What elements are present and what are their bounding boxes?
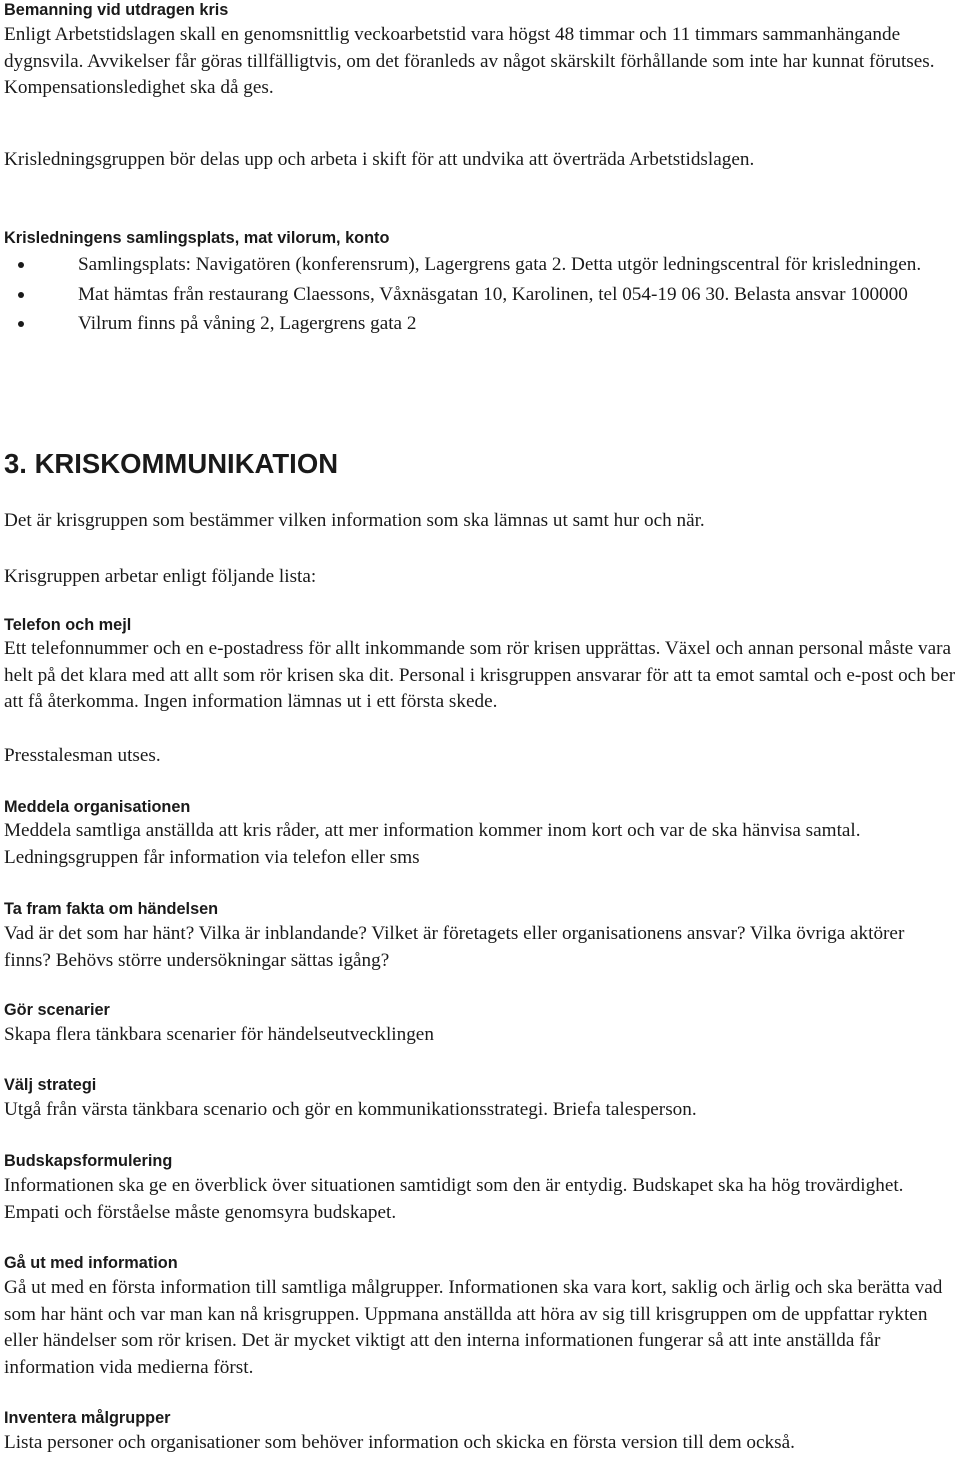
subheading-ga-ut-med-information: Gå ut med information xyxy=(4,1254,178,1272)
list-item xyxy=(4,311,956,338)
paragraph-fakta: Vad är det som har hänt? Vilka är inblandande? Vilket är företagets eller organisationens ansvar? Vilka övriga aktörer finns? Behövs större undersökningar sättas igång? xyxy=(4,923,905,971)
subheading-scenarier: Gör scenarier xyxy=(4,1001,110,1019)
bullet-icon xyxy=(18,292,24,298)
subheading-fakta: Ta fram fakta om händelsen xyxy=(4,900,219,918)
subheading-budskapsformulering: Budskapsformulering xyxy=(4,1152,173,1170)
subheading-meddela-organisationen: Meddela organisationen xyxy=(4,798,191,816)
paragraph-meddela-organisationen: Meddela samtliga anställda att kris råder, att mer information kommer inom kort och var de ska hänvisa samtal. Ledningsgruppen får information via telefon eller sms xyxy=(4,820,861,868)
paragraph-lista: Krisgruppen arbetar enligt följande lista: xyxy=(4,566,317,587)
samlingsplats-list xyxy=(4,252,956,338)
section-title-kriskommunikation: 3. KRISKOMMUNIKATION xyxy=(4,448,339,479)
paragraph-presstalesman: Presstalesman utses. xyxy=(4,745,161,766)
subheading-strategi: Välj strategi xyxy=(4,1076,97,1094)
paragraph-intro: Det är krisgruppen som bestämmer vilken information som ska lämnas ut samt hur och när. xyxy=(4,510,705,531)
subheading-inventera-malgrupper: Inventera målgrupper xyxy=(4,1409,171,1427)
heading-samlingsplats: Krisledningens samlingsplats, mat vilorum, konto xyxy=(4,229,390,247)
list-item-text: Samlingsplats: Navigatören (konferensrum), Lagergrens gata 2. Detta utgör ledningscentral för krisledningen. xyxy=(78,254,922,275)
bullet-icon xyxy=(18,262,24,268)
bullet-icon xyxy=(18,321,24,327)
list-item xyxy=(4,252,956,279)
heading-bemanning: Bemanning vid utdragen kris xyxy=(4,1,229,19)
paragraph-ga-ut-med-information: Gå ut med en första information till samtliga målgrupper. Informationen ska vara kort, saklig och ärlig och ska berätta vad som har hänt och var man kan nå krisgruppen. Uppmana anställda att höra av sig till krisgruppen om de uppfattar rykten eller händelser som rör krisen. Det är mycket viktigt att den interna informationen fungerar så att inte anställda får information vida medierna först. xyxy=(4,1277,943,1378)
list-item xyxy=(4,282,956,309)
list-item-text: Mat hämtas från restaurang Claessons, Våxnäsgatan 10, Karolinen, tel 054-19 06 30. Belasta ansvar 100000 xyxy=(78,283,908,305)
paragraph-arbetstidslagen: Enligt Arbetstidslagen skall en genomsnittlig veckoarbetstid vara högst 48 timmar och 11 timmars sammanhängande dygnsvila. Avvikelser får göras tillfälligtvis, om det föranleds av något skärskilt förhållande som inte har kunnat förutses. Kompensationsledighet ska då ges. xyxy=(4,24,935,99)
paragraph-skift: Krisledningsgruppen bör delas upp och arbeta i skift för att undvika att överträda Arbetstidslagen. xyxy=(4,149,755,170)
paragraph-inventera-malgrupper: Lista personer och organisationer som behöver information och skicka en första version till dem också. xyxy=(4,1432,795,1453)
subheading-telefon-och-mejl: Telefon och mejl xyxy=(4,616,132,634)
paragraph-telefon-och-mejl: Ett telefonnummer och en e-postadress för allt inkommande som rör krisen upprättas. Växel och annan personal måste vara helt på det klara med att allt som rör krisen ska dit. Personal i krisgruppen ansvarar för att ta emot samtal och e-post och ber att få återkomma. Ingen information lämnas ut i ett första skede. xyxy=(4,638,956,713)
paragraph-budskapsformulering: Informationen ska ge en överblick över situationen samtidigt som den är entydig. Budskapet ska ha hög trovärdighet. Empati och förståelse måste genomsyra budskapet. xyxy=(4,1175,904,1223)
paragraph-strategi: Utgå från värsta tänkbara scenario och gör en kommunikationsstrategi. Briefa talesperson. xyxy=(4,1099,697,1120)
paragraph-scenarier: Skapa flera tänkbara scenarier för händelseutvecklingen xyxy=(4,1024,434,1045)
list-item-text: Vilrum finns på våning 2, Lagergrens gata 2 xyxy=(78,313,417,335)
